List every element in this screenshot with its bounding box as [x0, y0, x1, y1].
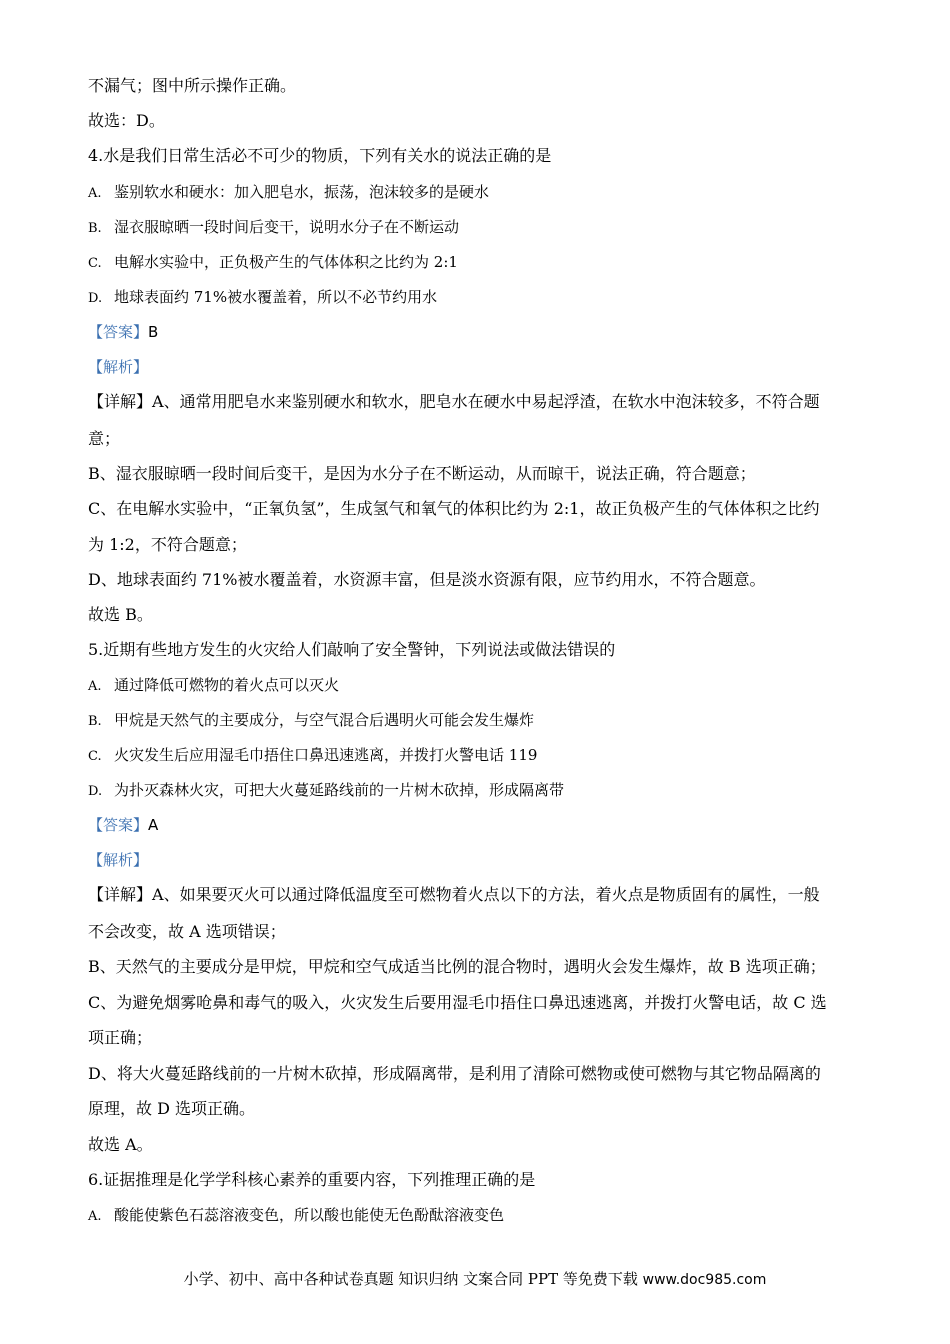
question-5-option-a — [88, 675, 868, 697]
text-line: C、为避免烟雾呛鼻和毒气的吸入，火灾发生后要用湿毛巾捂住口鼻迅速逃离，并拨打火警电话，故 C 选 — [88, 993, 827, 1012]
text-line: 项正确； — [88, 1028, 153, 1047]
question-4-analysis-tag — [88, 357, 868, 377]
text-line: B、湿衣服晾晒一段时间后变干，是因为水分子在不断运动，从而晾干，说法正确，符合题意； — [88, 464, 756, 483]
option-letter: D. — [88, 784, 103, 799]
text-line: 为 1:2，不符合题意； — [88, 535, 247, 554]
detail-text: A、如果要灭火可以通过降低温度至可燃物着火点以下的方法，着火点是物质固有的属性，一般 — [152, 885, 820, 904]
option-text: 湿衣服晾晒一段时间后变干，说明水分子在不断运动 — [114, 218, 460, 236]
question-5-option-c — [88, 745, 868, 767]
detail-text: A、通常用肥皂水来鉴别硬水和软水，肥皂水在硬水中易起浮渣，在软水中泡沫较多，不符合题 — [152, 392, 820, 411]
question-6-stem: 6.证据推理是化学学科核心素养的重要内容，下列推理正确的是 — [88, 1170, 536, 1189]
question-5-option-d — [88, 780, 868, 802]
question-4-detail — [88, 392, 868, 412]
text-line: 原理，故 D 选项正确。 — [88, 1099, 256, 1118]
answer-tag: 【答案】 — [88, 323, 149, 341]
option-letter: B. — [88, 221, 102, 236]
footer-text: 小学、初中、高中各种试卷真题 知识归纳 文案合同 PPT 等免费下载 — [183, 1270, 638, 1288]
text-line: D、将大火蔓延路线前的一片树木砍掉，形成隔离带，是利用了清除可燃物或使可燃物与其它物品隔离的 — [88, 1064, 821, 1083]
option-text: 火灾发生后应用湿毛巾捂住口鼻迅速逃离，并拨打火警电话 119 — [114, 746, 538, 764]
analysis-tag: 【解析】 — [88, 851, 149, 869]
option-text: 鉴别软水和硬水：加入肥皂水，振荡，泡沫较多的是硬水 — [114, 183, 490, 201]
answer-value: A — [148, 816, 159, 834]
text-line: C、在电解水实验中，“正氧负氢”，生成氢气和氧气的体积比约为 2:1，故正负极产生的气体体积之比约 — [88, 499, 820, 518]
question-5-stem: 5.近期有些地方发生的火灾给人们敲响了安全警钟，下列说法或做法错误的 — [88, 640, 616, 659]
option-text: 地球表面约 71%被水覆盖着，所以不必节约用水 — [114, 288, 438, 306]
option-letter: A. — [88, 186, 102, 201]
question-4-stem: 4.水是我们日常生活必不可少的物质，下列有关水的说法正确的是 — [88, 146, 552, 165]
option-text: 甲烷是天然气的主要成分，与空气混合后遇明火可能会发生爆炸 — [114, 711, 535, 729]
conclusion-line: 故选 B。 — [88, 605, 153, 624]
question-4-option-b — [88, 217, 868, 239]
option-text: 酸能使紫色石蕊溶液变色，所以酸也能使无色酚酞溶液变色 — [114, 1206, 505, 1224]
option-text: 电解水实验中，正负极产生的气体体积之比约为 2:1 — [114, 253, 458, 271]
question-5-answer — [88, 815, 868, 835]
question-4-option-c — [88, 252, 868, 274]
option-letter: C. — [88, 749, 102, 764]
option-letter: B. — [88, 714, 102, 729]
option-letter: D. — [88, 291, 103, 306]
option-letter: C. — [88, 256, 102, 271]
question-4-option-d — [88, 287, 868, 309]
text-line: 不漏气；图中所示操作正确。 — [88, 76, 297, 95]
analysis-tag: 【解析】 — [88, 358, 149, 376]
text-line: 意； — [88, 429, 121, 448]
option-text: 为扑灭森林火灾，可把大火蔓延路线前的一片树木砍掉，形成隔离带 — [114, 781, 565, 799]
question-5-analysis-tag — [88, 850, 868, 870]
detail-tag: 【详解】 — [88, 885, 153, 904]
text-line: B、天然气的主要成分是甲烷，甲烷和空气成适当比例的混合物时，遇明火会发生爆炸，故 B 选项正确； — [88, 957, 826, 976]
footer-link[interactable]: www.doc985.com — [642, 1272, 767, 1288]
option-letter: A. — [88, 679, 102, 694]
text-line: 不会改变，故 A 选项错误； — [88, 922, 286, 941]
conclusion-line: 故选 A。 — [88, 1135, 153, 1154]
option-text: 通过降低可燃物的着火点可以灭火 — [114, 676, 340, 694]
answer-value: B — [148, 323, 159, 341]
question-4-option-a — [88, 182, 868, 204]
question-6-option-a — [88, 1205, 868, 1227]
option-letter: A. — [88, 1209, 102, 1224]
question-5-detail — [88, 885, 868, 905]
conclusion-line: 故选：D。 — [88, 111, 165, 130]
answer-tag: 【答案】 — [88, 816, 149, 834]
detail-tag: 【详解】 — [88, 392, 153, 411]
question-4-answer — [88, 322, 868, 342]
page-footer — [0, 1269, 950, 1290]
question-5-option-b — [88, 710, 868, 732]
text-line: D、地球表面约 71%被水覆盖着，水资源丰富，但是淡水资源有限，应节约用水，不符合题意。 — [88, 570, 766, 589]
